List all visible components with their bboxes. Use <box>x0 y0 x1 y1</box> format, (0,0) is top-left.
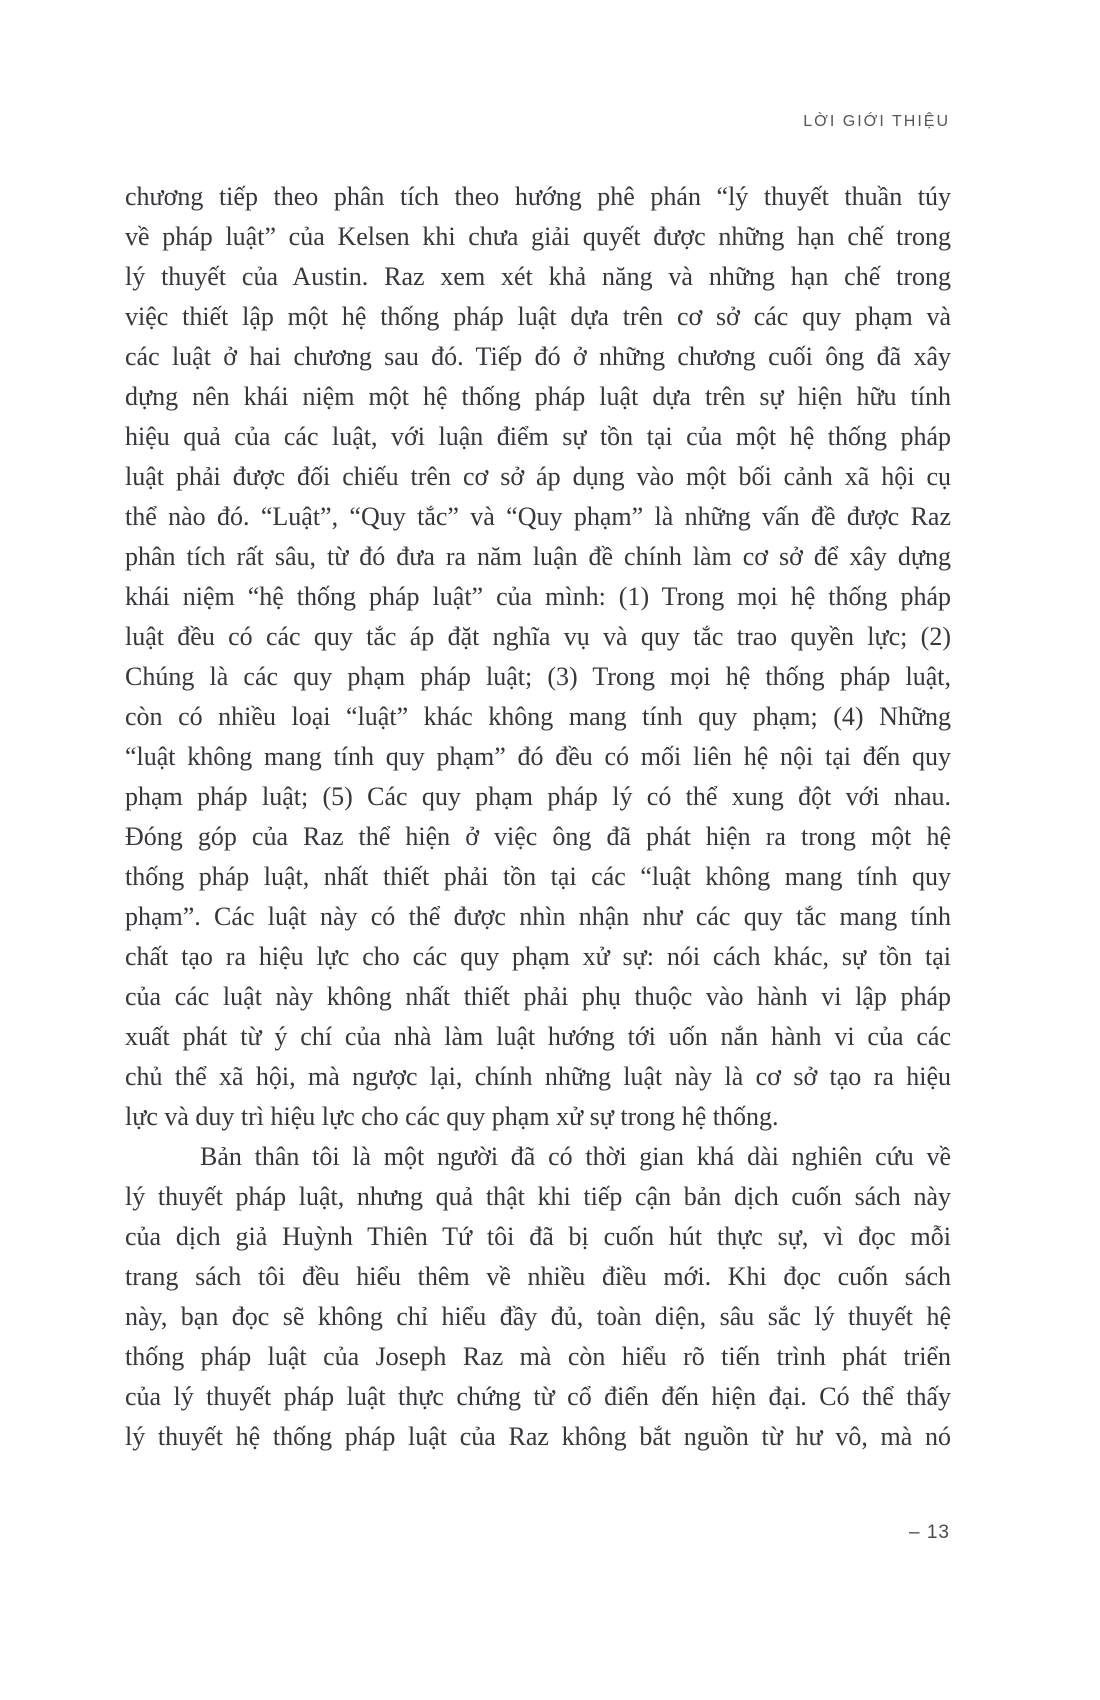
paragraph <box>125 177 951 1137</box>
text-line: các luật ở hai chương sau đó. Tiếp đó ở những chương cuối ông đã xây <box>125 342 951 371</box>
text-line: lý thuyết hệ thống pháp luật của Raz không bắt nguồn từ hư vô, mà nó <box>125 1422 951 1451</box>
paragraph <box>125 1137 951 1457</box>
text-line: luật phải được đối chiếu trên cơ sở áp dụng vào một bối cảnh xã hội cụ <box>125 462 951 491</box>
text-line: thống pháp luật của Joseph Raz mà còn hiểu rõ tiến trình phát triển <box>125 1342 951 1371</box>
text-line: phạm”. Các luật này có thể được nhìn nhận như các quy tắc mang tính <box>125 902 951 931</box>
text-line: Chúng là các quy phạm pháp luật; (3) Trong mọi hệ thống pháp luật, <box>125 662 951 691</box>
text-line: còn có nhiều loại “luật” khác không mang tính quy phạm; (4) Những <box>125 702 951 731</box>
text-line: về pháp luật” của Kelsen khi chưa giải quyết được những hạn chế trong <box>125 222 951 251</box>
text-line: của lý thuyết pháp luật thực chứng từ cổ điển đến hiện đại. Có thể thấy <box>125 1382 951 1411</box>
text-line: luật đều có các quy tắc áp đặt nghĩa vụ và quy tắc trao quyền lực; (2) <box>125 622 951 651</box>
text-line: thể nào đó. “Luật”, “Quy tắc” và “Quy phạm” là những vấn đề được Raz <box>125 502 951 531</box>
text-line: xuất phát từ ý chí của nhà làm luật hướng tới uốn nắn hành vi của các <box>125 1022 951 1051</box>
text-line: “luật không mang tính quy phạm” đó đều có mối liên hệ nội tại đến quy <box>125 742 951 771</box>
text-line: của các luật này không nhất thiết phải phụ thuộc vào hành vi lập pháp <box>125 982 951 1011</box>
text-line: việc thiết lập một hệ thống pháp luật dựa trên cơ sở các quy phạm và <box>125 302 951 331</box>
text-line: chương tiếp theo phân tích theo hướng phê phán “lý thuyết thuần túy <box>125 182 951 211</box>
text-line: chất tạo ra hiệu lực cho các quy phạm xử sự: nói cách khác, sự tồn tại <box>125 942 951 971</box>
text-line: khái niệm “hệ thống pháp luật” của mình: (1) Trong mọi hệ thống pháp <box>125 582 951 611</box>
text-line: chủ thể xã hội, mà ngược lại, chính những luật này là cơ sở tạo ra hiệu <box>125 1062 951 1091</box>
page-number: – 13 <box>909 1522 950 1543</box>
text-line: dựng nên khái niệm một hệ thống pháp luật dựa trên sự hiện hữu tính <box>125 382 951 411</box>
running-header: LỜI GIỚI THIỆU <box>803 113 950 130</box>
text-line: phân tích rất sâu, từ đó đưa ra năm luận đề chính làm cơ sở để xây dựng <box>125 542 951 571</box>
text-line: trang sách tôi đều hiểu thêm về nhiều điều mới. Khi đọc cuốn sách <box>125 1262 951 1291</box>
body-text-block <box>125 177 951 1457</box>
text-line: hiệu quả của các luật, với luận điểm sự tồn tại của một hệ thống pháp <box>125 422 951 451</box>
text-line: này, bạn đọc sẽ không chỉ hiểu đầy đủ, toàn diện, sâu sắc lý thuyết hệ <box>125 1302 951 1331</box>
text-line: lý thuyết pháp luật, nhưng quả thật khi tiếp cận bản dịch cuốn sách này <box>125 1182 951 1211</box>
text-line: thống pháp luật, nhất thiết phải tồn tại các “luật không mang tính quy <box>125 862 951 891</box>
text-line: lực và duy trì hiệu lực cho các quy phạm xử sự trong hệ thống. <box>125 1102 779 1131</box>
text-line: Đóng góp của Raz thể hiện ở việc ông đã phát hiện ra trong một hệ <box>125 822 951 851</box>
text-line: của dịch giả Huỳnh Thiên Tứ tôi đã bị cuốn hút thực sự, vì đọc mỗi <box>125 1222 951 1251</box>
text-line: lý thuyết của Austin. Raz xem xét khả năng và những hạn chế trong <box>125 262 951 291</box>
text-line: Bản thân tôi là một người đã có thời gian khá dài nghiên cứu về <box>200 1142 951 1171</box>
text-line: phạm pháp luật; (5) Các quy phạm pháp lý có thể xung đột với nhau. <box>125 782 951 811</box>
